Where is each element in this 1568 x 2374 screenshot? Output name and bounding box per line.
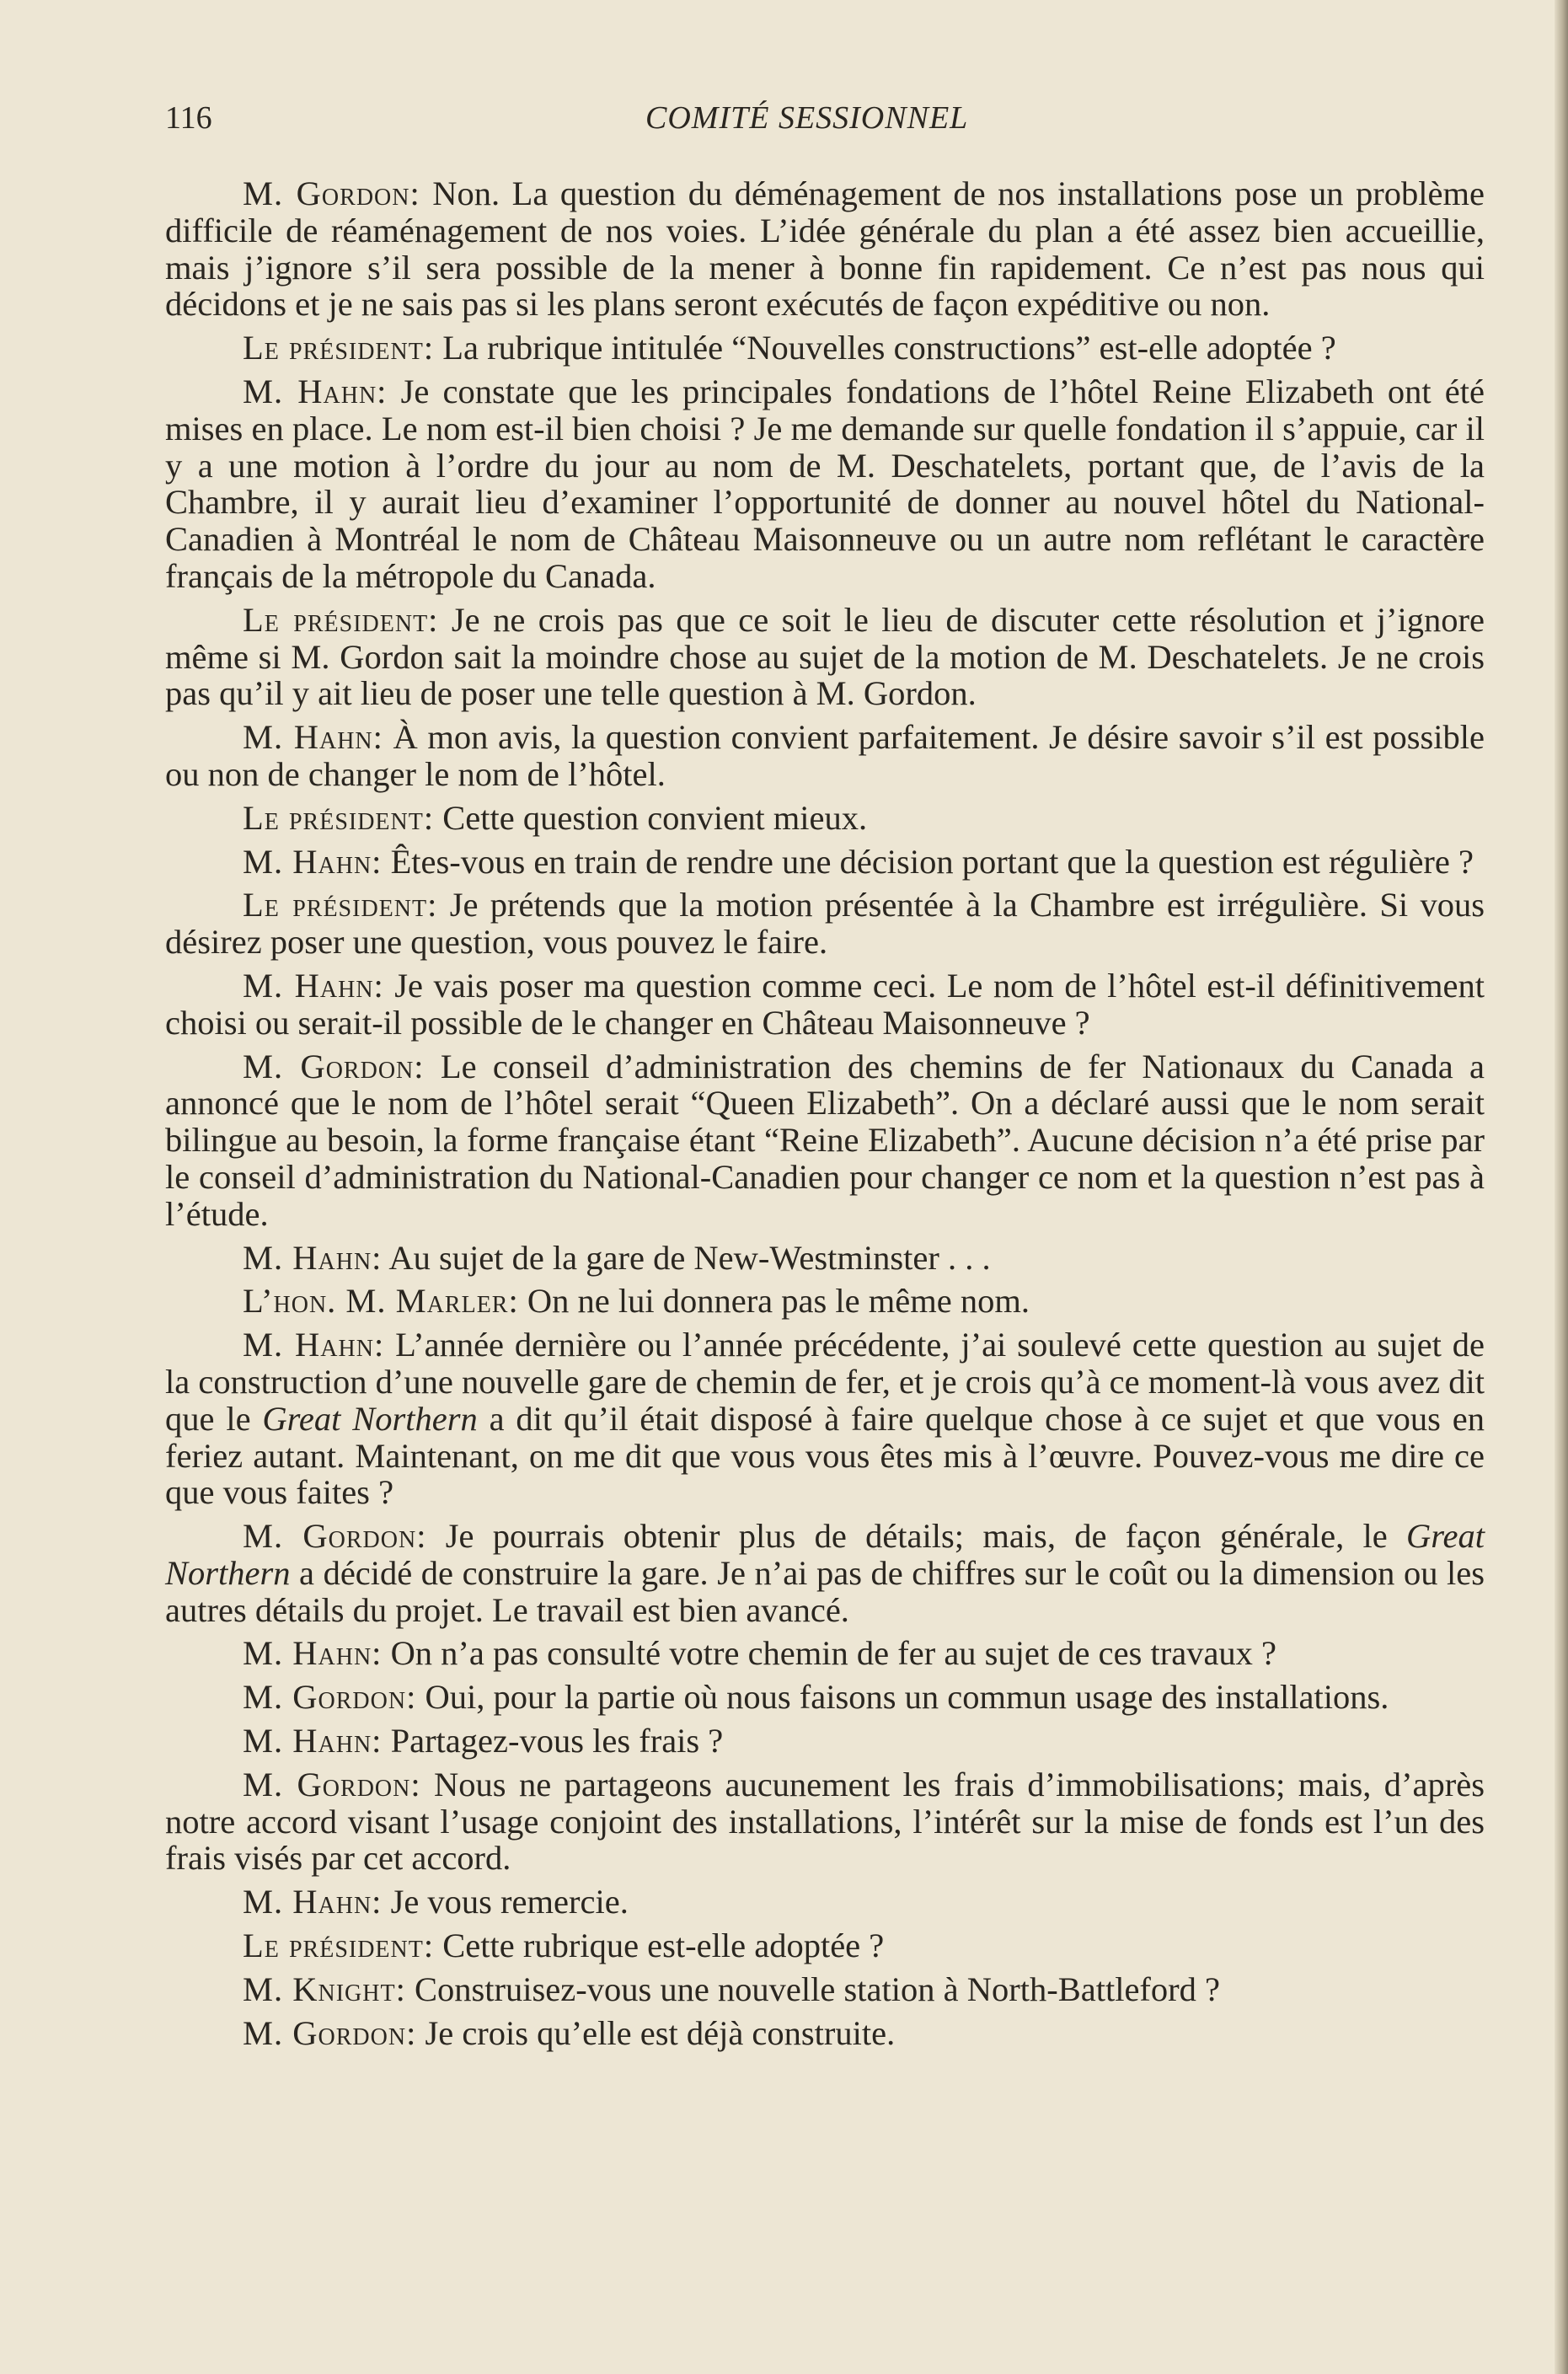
paragraph [165, 175, 1485, 323]
speaker-name: M. Knight: [243, 1969, 406, 2008]
speaker-name: L’hon. M. Marler: [243, 1282, 519, 1321]
paragraph-text: On ne lui donnera pas le même nom. [518, 1282, 1030, 1321]
paragraph-text: À mon avis, la question convient parfaitement. Je désire savoir s’il est possible ou non de changer le nom de l’hôtel. [165, 718, 1485, 793]
speaker-name: M. Hahn: [243, 966, 384, 1005]
paragraph-text: On n’a pas consulté votre chemin de fer au sujet de ces travaux ? [382, 1634, 1277, 1673]
paragraph [165, 800, 1485, 837]
paragraph [165, 1635, 1485, 1672]
speaker-name: M. Gordon: [243, 174, 420, 212]
paragraph [165, 1927, 1485, 1964]
speaker-name: M. Hahn: [243, 842, 383, 881]
paragraph [165, 1766, 1485, 1877]
paragraph [165, 1884, 1485, 1921]
paragraph-text: Oui, pour la partie où nous faisons un commun usage des installations. [416, 1678, 1389, 1717]
speaker-name: M. Hahn: [243, 1634, 383, 1673]
paragraph-text: Je vais poser ma question comme ceci. Le nom de l’hôtel est-il définitivement choisi ou serait-il possible de le changer en Château Maisonneuve ? [165, 966, 1485, 1042]
paragraph-text: Non. La question du déménagement de nos installations pose un problème difficile de réaménagement de nos voies. L’idée générale du plan a été assez bien accueillie, mais j’ignore s’il sera possible de la mener à bonne fin rapidement. Ce n’est pas nous qui décidons et je ne sais pas si les plans seront exécutés de façon expéditive ou non. [165, 174, 1485, 324]
speaker-name: Le président: [243, 600, 439, 639]
speaker-name: M. Gordon: [243, 2013, 417, 2052]
speaker-name: M. Gordon: [243, 1517, 427, 1556]
paragraph [165, 373, 1485, 595]
paragraph-text: Cette rubrique est-elle adoptée ? [434, 1927, 885, 1965]
paragraph-text: L’année dernière ou l’année précédente, j’ai soulevé cette question au sujet de la construction d’une nouvelle gare de chemin de fer, et je crois qu’à ce moment-là vous avez dit que le [165, 1326, 1485, 1438]
railway-name: Great Northern [262, 1399, 478, 1438]
paragraph-text: Partagez-vous les frais ? [382, 1722, 724, 1760]
paragraph-text: Au sujet de la gare de New-Westminster . . . [382, 1238, 991, 1277]
paragraph [165, 1723, 1485, 1760]
paragraph-text: Je constate que les principales fondations de l’hôtel Reine Elizabeth ont été mises en place. Le nom est-il bien choisi ? Je me demande sur quelle fondation il s’appuie, car il y a une motion à l’ordre du jour au nom de M. Deschatelets, portant que, de l’avis de la Chambre, il y aurait lieu d’examiner l’opportunité de donner au nouvel hôtel du National-Canadien à Montréal le nom de Château Maisonneuve ou un autre nom reflétant le caractère français de la métropole du Canada. [165, 372, 1485, 595]
transcript-body [165, 175, 1485, 2058]
speaker-name: M. Hahn: [243, 372, 388, 410]
paragraph [165, 1283, 1485, 1320]
paragraph-text: Je prétends que la motion présentée à la Chambre est irrégulière. Si vous désirez poser une question, vous pouvez le faire. [165, 886, 1485, 962]
binding-edge [1555, 0, 1568, 2374]
speaker-name: M. Hahn: [243, 718, 383, 757]
page-number: 116 [165, 100, 212, 136]
speaker-name: M. Gordon: [243, 1678, 417, 1717]
speaker-name: Le président: [243, 886, 438, 924]
paragraph-text: Nous ne partageons aucunement les frais d’immobilisations; mais, d’après notre accord visant l’usage conjoint des installations, l’intérêt sur la mise de fonds est l’un des frais visés par cet accord. [165, 1765, 1485, 1878]
running-title: COMITÉ SESSIONNEL [645, 100, 969, 136]
paragraph-text: a décidé de construire la gare. Je n’ai pas de chiffres sur le coût ou la dimension ou les autres détails du projet. Le travail est bien avancé. [165, 1553, 1485, 1629]
speaker-name: M. Gordon: [243, 1765, 421, 1803]
speaker-name: Le président: [243, 329, 435, 367]
paragraph [165, 1326, 1485, 1511]
speaker-name: Le président: [243, 798, 435, 837]
speaker-name: M. Hahn: [243, 1722, 383, 1760]
speaker-name: M. Gordon: [243, 1047, 425, 1085]
speaker-name: Le président: [243, 1927, 435, 1965]
paragraph [165, 602, 1485, 712]
page-header [165, 99, 1488, 147]
paragraph [165, 719, 1485, 793]
paragraph-text: a dit qu’il était disposé à faire quelque chose à ce sujet et que vous en feriez autant. Maintenant, on me dit que vous vous êtes mis à l’œuvre. Pouvez-vous me dire ce que vous faites ? [165, 1399, 1485, 1512]
paragraph [165, 330, 1485, 367]
paragraph-text: La rubrique intitulée “Nouvelles constructions” est-elle adoptée ? [434, 329, 1336, 367]
paragraph [165, 967, 1485, 1042]
paragraph-text: Je ne crois pas que ce soit le lieu de discuter cette résolution et j’ignore même si M. Gordon sait la moindre chose au sujet de la motion de M. Deschatelets. Je ne crois pas qu’il y ait lieu de poser une telle question à M. Gordon. [165, 600, 1485, 713]
paragraph-text: Je vous remercie. [382, 1883, 629, 1921]
paragraph-text: Je pourrais obtenir plus de détails; mais, de façon générale, le [426, 1517, 1407, 1556]
paragraph [165, 1240, 1485, 1277]
railway-name: Great Northern [165, 1517, 1485, 1592]
speaker-name: M. Hahn: [243, 1883, 383, 1921]
paragraph-text: Le conseil d’administration des chemins de fer Nationaux du Canada a annoncé que le nom de l’hôtel serait “Queen Elizabeth”. On a déclaré aussi que le nom serait bilingue au besoin, la forme française étant “Reine Elizabeth”. Aucune décision n’a été prise par le conseil d’administration du National-Canadien pour changer ce nom et la question n’est pas à l’étude. [165, 1047, 1485, 1233]
paragraph [165, 887, 1485, 961]
speaker-name: M. Hahn: [243, 1326, 385, 1364]
speaker-name: M. Hahn: [243, 1238, 383, 1277]
paragraph-text: Êtes-vous en train de rendre une décision portant que la question est régulière ? [382, 842, 1474, 881]
paragraph [165, 2015, 1485, 2052]
paragraph [165, 1518, 1485, 1628]
paragraph [165, 844, 1485, 881]
paragraph [165, 1048, 1485, 1233]
paragraph-text: Construisez-vous une nouvelle station à North-Battleford ? [405, 1969, 1221, 2008]
paragraph [165, 1971, 1485, 2008]
paragraph [165, 1679, 1485, 1716]
paragraph-text: Je crois qu’elle est déjà construite. [416, 2013, 896, 2052]
paragraph-text: Cette question convient mieux. [434, 798, 868, 837]
